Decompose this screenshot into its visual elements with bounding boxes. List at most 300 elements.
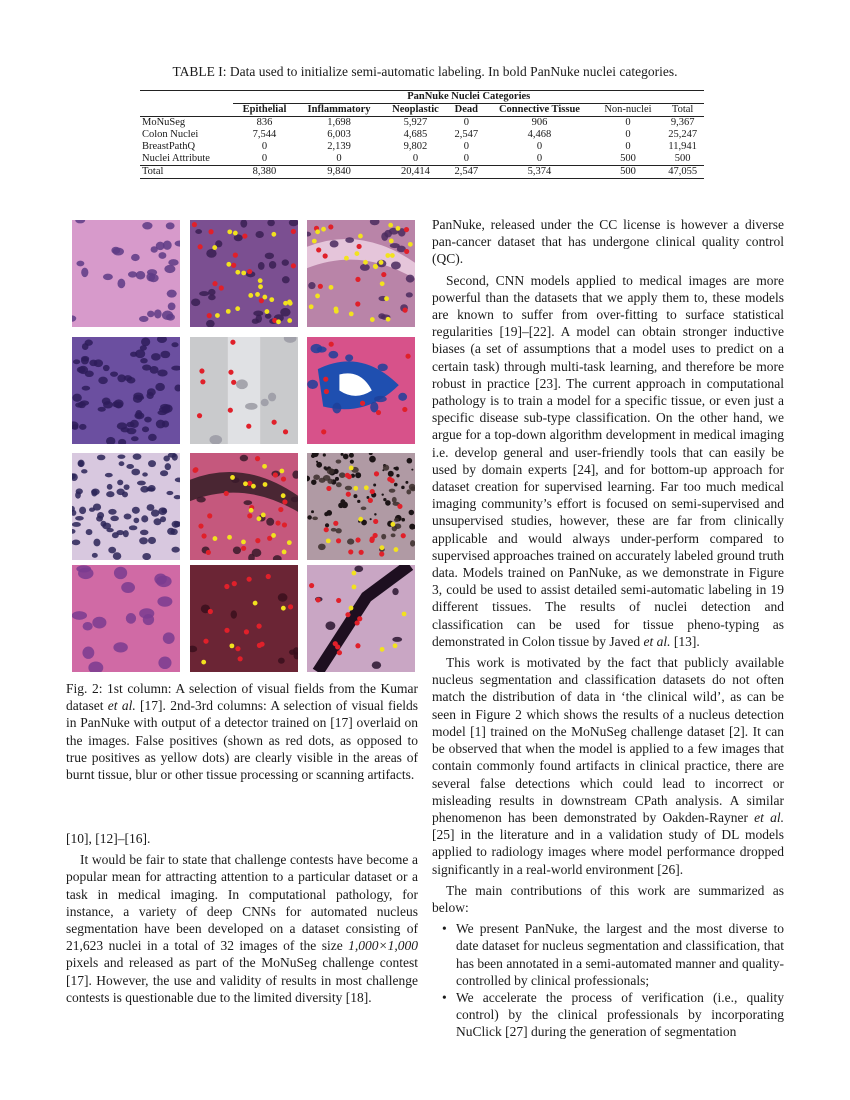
nucleus	[231, 610, 237, 618]
true-positive-dot	[279, 469, 284, 474]
burnt-speck	[353, 494, 357, 498]
figure-caption-etal: et al.	[107, 698, 136, 714]
list-item	[432, 989, 784, 1041]
table-cell: 4,468	[527, 129, 552, 140]
true-positive-dot	[384, 296, 389, 301]
true-positive-dot	[309, 304, 314, 309]
nucleus	[245, 403, 257, 410]
nucleus	[394, 518, 399, 522]
nucleus	[378, 364, 388, 372]
burnt-speck	[323, 453, 326, 456]
burnt-speck	[405, 481, 408, 484]
nucleus	[164, 405, 173, 413]
nucleus	[361, 506, 367, 510]
false-positive-dot	[259, 298, 264, 303]
nucleus	[162, 421, 169, 428]
false-positive-dot	[198, 244, 203, 249]
false-positive-dot	[278, 507, 283, 512]
false-positive-dot	[207, 513, 212, 518]
false-positive-dot	[247, 577, 252, 582]
true-positive-dot	[201, 660, 206, 665]
false-positive-dot	[387, 477, 392, 482]
total-label: Total	[140, 166, 233, 179]
col-inflammatory: Inflammatory	[296, 104, 383, 117]
histology-image	[72, 220, 180, 327]
histology-image	[72, 337, 180, 444]
false-positive-dot	[405, 354, 410, 359]
row-label: MoNuSeg	[142, 117, 186, 128]
true-positive-dot	[390, 522, 395, 527]
nucleus	[75, 491, 81, 498]
nucleus	[108, 509, 116, 515]
nucleus	[140, 486, 149, 493]
nucleus	[171, 547, 179, 553]
nucleus	[265, 313, 272, 318]
false-positive-dot	[238, 656, 243, 661]
row-label: Nuclei Attribute	[142, 153, 210, 164]
nucleus	[81, 469, 87, 473]
false-positive-dot	[282, 522, 287, 527]
false-positive-dot	[347, 474, 352, 479]
false-positive-dot	[232, 581, 237, 586]
false-positive-dot	[241, 546, 246, 551]
false-positive-dot	[233, 253, 238, 258]
nucleus	[103, 365, 110, 371]
table-cell: 9,802	[403, 141, 428, 152]
paragraph-text: [13].	[670, 633, 700, 649]
nucleus	[157, 370, 167, 377]
false-positive-dot	[224, 491, 229, 496]
table-cell: 0	[463, 153, 469, 164]
true-positive-dot	[363, 260, 368, 265]
false-positive-dot	[291, 263, 296, 268]
false-positive-dot	[207, 313, 212, 318]
nucleus	[172, 454, 178, 461]
nucleus	[240, 455, 248, 462]
paragraph	[432, 654, 784, 878]
nucleus	[133, 453, 142, 459]
nucleus	[313, 474, 320, 479]
burnt-speck	[388, 471, 394, 477]
nucleus	[330, 240, 339, 247]
true-positive-dot	[276, 319, 281, 324]
nucleus	[165, 463, 171, 470]
group-header: PanNuke Nuclei Categories	[233, 91, 704, 104]
false-positive-dot	[208, 609, 213, 614]
histology-tile-svg	[307, 565, 415, 672]
nucleus	[167, 528, 175, 535]
true-positive-dot	[349, 466, 354, 471]
false-positive-dot	[355, 277, 360, 282]
paragraph: PanNuke, released under the CC license is however a diverse pan-cancer dataset that has undergone clinical quality control (QC).	[432, 217, 784, 267]
nucleus	[82, 386, 90, 391]
nucleus	[103, 274, 113, 280]
nucleus	[258, 262, 265, 270]
nucleus	[168, 303, 176, 311]
nucleus	[142, 426, 149, 432]
true-positive-dot	[352, 585, 357, 590]
nucleus	[140, 358, 147, 363]
table-cell: 0	[536, 141, 543, 152]
burnt-speck	[396, 474, 399, 477]
histology-tile-svg	[307, 337, 415, 444]
false-positive-dot	[255, 538, 260, 543]
true-positive-dot	[393, 643, 398, 648]
table-cell: 6,003	[327, 129, 351, 140]
contribution-list	[432, 920, 784, 1040]
false-positive-dot	[373, 519, 378, 524]
false-positive-dot	[228, 408, 233, 413]
histology-image	[307, 337, 415, 444]
false-positive-dot	[235, 646, 240, 651]
nucleus	[78, 460, 85, 467]
nucleus	[126, 422, 134, 428]
math-size: 1,000×1,000	[348, 938, 418, 954]
nucleus	[255, 231, 263, 238]
nucleus	[389, 489, 396, 493]
nucleus	[332, 403, 341, 414]
table-cell: 11,941	[668, 141, 697, 152]
false-positive-dot	[231, 380, 236, 385]
false-positive-dot	[359, 550, 364, 555]
true-positive-dot	[212, 245, 217, 250]
burnt-speck	[407, 458, 413, 464]
nucleus	[147, 504, 155, 511]
false-positive-dot	[321, 429, 326, 434]
true-positive-dot	[396, 226, 401, 231]
burnt-speck	[374, 513, 376, 515]
true-positive-dot	[373, 264, 378, 269]
nucleus	[383, 465, 389, 471]
nucleus	[336, 459, 342, 463]
histology-image	[72, 453, 180, 560]
false-positive-dot	[219, 285, 224, 290]
nucleus	[82, 343, 89, 350]
list-item-text: We present PanNuke, the largest and the most diverse to date dataset for nucleus segmentation and classification, that has been annotated in a semi-automated manner and quality-controlled by clinical professionals;	[456, 921, 784, 988]
nucleus	[406, 489, 411, 494]
histology-image	[190, 453, 298, 560]
col-non-nuclei: Non-nuclei	[595, 104, 662, 117]
nucleus	[311, 344, 323, 353]
nucleus	[139, 316, 149, 322]
histology-image	[190, 337, 298, 444]
false-positive-dot	[316, 247, 321, 252]
true-positive-dot	[329, 285, 334, 290]
table-cell: 4,685	[403, 129, 428, 140]
table-cell: 1,698	[327, 117, 351, 128]
nucleus	[139, 608, 154, 618]
nucleus	[72, 394, 82, 402]
list-item-text: We accelerate the process of verification (i.e., quality control) by the clinical professionals by incorporating NuClick [27] during the generation of segmentation	[456, 989, 784, 1040]
nucleus	[131, 436, 139, 441]
table-cell: 500	[620, 153, 636, 164]
histology-tile-svg	[72, 220, 180, 327]
nucleus	[128, 271, 137, 277]
nucleus	[91, 488, 100, 495]
total-cell: 8,380	[233, 166, 295, 179]
true-positive-dot	[408, 242, 413, 247]
true-positive-dot	[386, 317, 391, 322]
false-positive-dot	[291, 229, 296, 234]
nucleus	[156, 576, 172, 588]
figure-caption-text: [17]. 2nd-3rd columns: A selection of visual fields in PanNuke with output of a detector trained on [17] overlaid on the images. False positives (shown as red dots, as opposed to true positives as yellow dots) are clearly visible in the areas of burnt tissue, blur or other tissue processing or scanning artifacts.	[66, 698, 419, 783]
nucleus	[136, 395, 144, 400]
false-positive-dot	[208, 229, 213, 234]
nucleus	[92, 553, 98, 558]
nucleus	[92, 617, 106, 629]
nucleus	[141, 338, 150, 347]
true-positive-dot	[248, 293, 253, 298]
nucleus	[136, 271, 145, 280]
nucleus	[158, 252, 166, 259]
false-positive-dot	[326, 486, 331, 491]
table-cell: 0	[412, 153, 419, 164]
nucleus	[126, 464, 134, 469]
table-cell: 9,367	[670, 117, 695, 128]
col-connective-tissue: Connective Tissue	[484, 104, 594, 117]
row-label: BreastPathQ	[142, 141, 196, 152]
true-positive-dot	[287, 540, 292, 545]
nucleus	[196, 497, 205, 503]
paragraph: The main contributions of this work are summarized as below:	[432, 882, 784, 915]
nucleus	[160, 516, 166, 522]
col-neoplastic: Neoplastic	[383, 104, 449, 117]
table-cell: 2,139	[327, 141, 351, 152]
false-positive-dot	[255, 456, 260, 461]
total-cell: 20,414	[383, 166, 449, 179]
false-positive-dot	[201, 533, 206, 538]
nucleus	[142, 472, 148, 476]
histology-tile-svg	[190, 453, 298, 560]
true-positive-dot	[233, 231, 238, 236]
nucleus	[243, 500, 252, 505]
nucleus	[278, 658, 285, 664]
false-positive-dot	[355, 301, 360, 306]
nucleus	[339, 472, 346, 478]
nucleus	[171, 342, 178, 347]
true-positive-dot	[388, 223, 393, 228]
burnt-speck	[373, 484, 376, 487]
paragraph-text: This work is motivated by the fact that publicly available nucleus segmentation and classification datasets do not often match the distribution of data in ‘the clinical wild’, as can be seen in Figure 2 which shows the results of a nucleus detection model [1] trained on the MoNuSeg challenge dataset [2]. It can be observed that when the model is applied to a few images that contain commonly found artifacts in clinical practice, there are several false detections which could lead to incorrect or misleading results in downstream CPath analysis. A similar phenomenon has been demonstrated by Oakden-Rayner	[432, 655, 784, 825]
nucleus	[75, 402, 83, 407]
false-positive-dot	[368, 498, 373, 503]
nucleus	[124, 484, 130, 490]
false-positive-dot	[360, 401, 365, 406]
burnt-speck	[343, 454, 349, 460]
nucleus	[142, 222, 152, 230]
true-positive-dot	[370, 317, 375, 322]
nucleus	[147, 269, 157, 275]
false-positive-dot	[402, 308, 407, 313]
false-positive-dot	[288, 604, 293, 609]
true-positive-dot	[321, 227, 326, 232]
false-positive-dot	[337, 650, 342, 655]
histology-image	[190, 565, 298, 672]
true-positive-dot	[326, 538, 331, 543]
nucleus	[233, 546, 241, 554]
list-item	[432, 920, 784, 989]
nucleus	[391, 261, 401, 269]
false-positive-dot	[259, 642, 264, 647]
nucleus	[142, 553, 151, 560]
true-positive-dot	[349, 312, 354, 317]
nucleus	[318, 544, 326, 550]
table-group-header-row	[140, 91, 704, 104]
nucleus	[327, 468, 335, 474]
true-positive-dot	[390, 253, 395, 258]
true-positive-dot	[263, 482, 268, 487]
nucleus	[345, 354, 353, 361]
nucleus	[117, 422, 127, 429]
histology-tile-svg	[190, 220, 298, 327]
nucleus	[392, 497, 397, 503]
nucleus	[79, 507, 86, 514]
table-row	[140, 129, 704, 141]
nucleus	[72, 522, 81, 527]
nucleus	[135, 349, 145, 358]
true-positive-dot	[352, 571, 357, 576]
true-positive-dot	[253, 601, 258, 606]
true-positive-dot	[251, 484, 256, 489]
burnt-speck	[350, 460, 354, 464]
true-positive-dot	[271, 232, 276, 237]
nucleus	[166, 491, 173, 495]
true-positive-dot	[269, 297, 274, 302]
nucleus	[164, 265, 175, 273]
table-cell: 0	[463, 141, 469, 152]
true-positive-dot	[229, 643, 234, 648]
burnt-speck	[395, 467, 399, 471]
burnt-speck	[409, 510, 415, 516]
table-cell: 0	[625, 141, 631, 152]
false-positive-dot	[335, 644, 340, 649]
table-cell: 0	[261, 141, 268, 152]
false-positive-dot	[275, 520, 280, 525]
true-positive-dot	[271, 533, 276, 538]
false-positive-dot	[247, 513, 252, 518]
nucleus	[289, 649, 296, 654]
nucleus	[148, 460, 156, 467]
paragraph	[432, 272, 784, 650]
table-cell: 0	[536, 153, 543, 164]
bullet-icon: •	[442, 921, 447, 937]
false-positive-dot	[374, 471, 379, 476]
true-positive-dot	[389, 239, 394, 244]
true-positive-dot	[402, 612, 407, 617]
true-positive-dot	[241, 539, 246, 544]
true-positive-dot	[226, 309, 231, 314]
nucleus	[72, 611, 87, 620]
paragraph-text: Second, CNN models applied to medical images are more powerful than the datasets that we apply them to, these models are known to suffer from over-fitting to surface statistical regularities [19]–[22]. A model can obtain stronger inductive biases (a set of assumptions that a model uses to predict on a certain task) through multi-task learning, and therefore be more robust in practice [23]. The current approach in computational pathology is to train a model for a specific tissue, or even just a specific disease sub-type classification. On the other hand, we argue for a top-down algorithm development in medical imaging i.e. develop general and user-friendly tools that can easily be used by domain experts [24], and for bottom-up approach for dataset creation for supervised learning. Far too much medical imaging community’s effort is focused on semi-supervised and unsupervised studies, however, these are far from clinically applicable and would always under-perform compared to supervised approaches trained on accurately labeled ground truth data. Models trained on PanNuke, as we demonstrate in Figure 3, could be used to assist detailed semi-automatic labeling in 19 different tissues. The results of nuclei detection and classification can be used for tissue pheno-typing as demonstrated in Colon tissue by Javed	[432, 272, 784, 649]
table-cell: 2,547	[454, 129, 479, 140]
nucleus	[112, 401, 119, 407]
nucleus	[278, 593, 288, 601]
true-positive-dot	[226, 262, 231, 267]
burnt-speck	[316, 462, 322, 468]
nucleus	[97, 455, 105, 461]
nucleus	[113, 642, 127, 652]
true-positive-dot	[364, 485, 369, 490]
true-positive-dot	[235, 306, 240, 311]
histology-tile-svg	[190, 337, 298, 444]
true-positive-dot	[379, 260, 384, 265]
nucleus	[131, 254, 140, 261]
nucleus	[113, 552, 121, 560]
histology-tile-svg	[307, 453, 415, 560]
nucleus	[140, 345, 147, 351]
nucleus	[167, 290, 177, 298]
nucleus	[126, 613, 136, 624]
true-positive-dot	[241, 271, 246, 276]
nucleus	[345, 486, 352, 491]
nucleus	[85, 371, 94, 377]
table-cell: 0	[463, 117, 469, 128]
false-positive-dot	[397, 504, 402, 509]
table-cell: 7,544	[252, 129, 277, 140]
false-positive-dot	[404, 227, 409, 232]
nucleus	[166, 222, 175, 229]
nucleus	[93, 539, 100, 547]
burnt-speck	[409, 524, 415, 530]
table-cell: 5,927	[403, 117, 428, 128]
nucleus	[199, 291, 209, 296]
nucleus	[168, 259, 178, 266]
false-positive-dot	[346, 492, 351, 497]
row-label: Colon Nuclei	[142, 129, 199, 140]
nucleus	[79, 424, 86, 430]
histology-tile-svg	[190, 565, 298, 672]
burnt-speck	[311, 510, 314, 513]
nucleus	[94, 359, 103, 367]
true-positive-dot	[258, 284, 263, 289]
paragraph: [10], [12]–[16].	[66, 831, 151, 846]
nucleus	[98, 377, 107, 385]
nucleus	[114, 567, 127, 579]
true-positive-dot	[380, 545, 385, 550]
nucleus	[406, 292, 413, 297]
false-positive-dot	[242, 233, 247, 238]
false-positive-dot	[247, 269, 252, 274]
nucleus	[208, 289, 215, 296]
nucleus	[73, 359, 80, 364]
nucleus	[398, 393, 407, 401]
figure-image-grid	[72, 220, 422, 672]
total-cell: 500	[595, 166, 662, 179]
false-positive-dot	[230, 340, 235, 345]
true-positive-dot	[262, 295, 267, 300]
tissue-background	[72, 453, 180, 560]
nucleus	[141, 515, 148, 522]
true-positive-dot	[334, 309, 339, 314]
etal: et al.	[754, 809, 785, 825]
table-cell: 0	[625, 129, 631, 140]
histology-tile-svg	[307, 220, 415, 327]
nucleus	[347, 539, 354, 545]
nucleus	[110, 372, 118, 377]
false-positive-dot	[198, 523, 203, 528]
nucleus	[354, 566, 363, 572]
table-cell: 0	[261, 153, 268, 164]
true-positive-dot	[287, 318, 292, 323]
nucleus	[93, 503, 101, 510]
true-positive-dot	[255, 292, 260, 297]
nucleus	[150, 366, 159, 374]
true-positive-dot	[215, 313, 220, 318]
nucleus	[76, 565, 91, 572]
nucleus	[155, 383, 165, 391]
nucleus	[147, 388, 156, 396]
col-dead: Dead	[448, 104, 484, 117]
